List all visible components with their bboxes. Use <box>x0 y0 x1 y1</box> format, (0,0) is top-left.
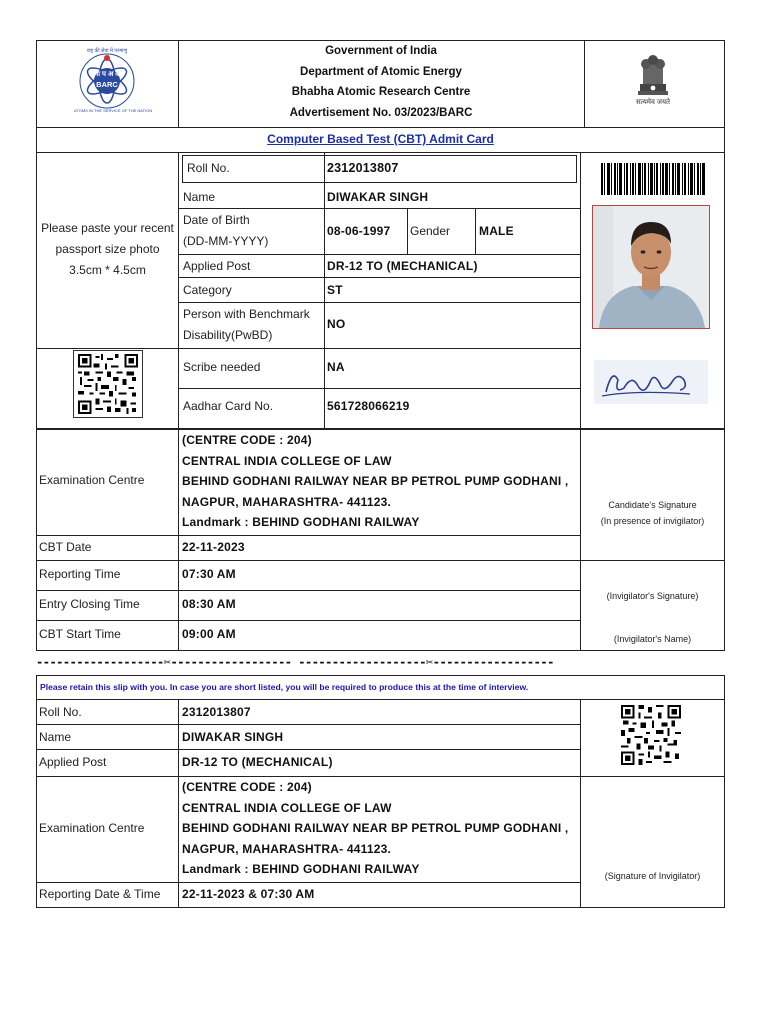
emblem-caption: सत्यमेव जयते <box>635 99 671 106</box>
gender-value-divider <box>475 208 476 254</box>
national-emblem <box>626 50 680 110</box>
row-line-category-bottom <box>178 302 580 303</box>
slip-post-label: Applied Post <box>39 755 107 769</box>
slip-report-value: 22-11-2023 & 07:30 AM <box>182 887 315 901</box>
row-line-dob-bottom <box>178 254 580 255</box>
dob-label-2: (DD-MM-YYYY) <box>183 234 269 248</box>
barc-logo-text: BARC <box>96 80 118 89</box>
slip-centre-address <box>182 777 578 880</box>
barc-logo <box>72 46 153 116</box>
candidate-signature-caption-1: Candidate's Signature <box>608 500 697 510</box>
slip-roll-value: 2312013807 <box>182 705 251 719</box>
exam-centre-label: Examination Centre <box>39 473 145 487</box>
photo-bottom-line <box>36 348 179 349</box>
slip-report-label: Reporting Date & Time <box>39 887 161 901</box>
category-label: Category <box>183 283 232 297</box>
barc-logo-top-arc: राष्ट्र की सेवा में परमाणु <box>86 48 128 54</box>
slip-name-label: Name <box>39 730 72 744</box>
entry-closing-value: 08:30 AM <box>182 597 236 611</box>
slip-centre-line-5: Landmark : BEHIND GODHANI RAILWAY <box>182 862 420 876</box>
name-value: DIWAKAR SINGH <box>327 190 429 204</box>
category-value: ST <box>327 283 343 297</box>
gender-label: Gender <box>410 224 451 238</box>
cbt-start-label: CBT Start Time <box>39 627 121 641</box>
slip-notice-bottom <box>36 699 725 700</box>
roll-no-value: 2312013807 <box>327 161 399 175</box>
label-col-divider <box>324 152 325 428</box>
photo-placeholder-line-3: 3.5cm * 4.5cm <box>69 263 146 277</box>
qr-code <box>73 350 143 418</box>
cbt-date-value: 22-11-2023 <box>182 540 245 554</box>
slip-invigilator-signature-caption: (Signature of Invigilator) <box>604 871 701 881</box>
row-line-name-bottom <box>178 208 580 209</box>
header-line-1: Government of India <box>325 45 437 57</box>
exam-centre-line-2: CENTRAL INDIA COLLEGE OF LAW <box>182 453 392 468</box>
gender-value: MALE <box>479 224 514 238</box>
header-line-2: Department of Atomic Energy <box>300 66 462 78</box>
slip-notice: Please retain this slip with you. In case you are short listed, you will be required to produce this at the time of interview. <box>40 682 529 692</box>
row-line-date-bottom <box>36 560 725 561</box>
slip-label-divider <box>178 699 179 908</box>
row-line-reporting-bottom <box>36 590 581 591</box>
reporting-time-label: Reporting Time <box>39 567 121 581</box>
candidate-signature-caption-2: (In presence of invigilator) <box>600 516 705 526</box>
exam-centre-line-3: BEHIND GODHANI RAILWAY NEAR BP PETROL PUMP GODHANI , <box>182 474 569 488</box>
cbt-start-value: 09:00 AM <box>182 627 236 641</box>
photo-placeholder-line-2: passport size photo <box>55 242 160 256</box>
applied-post-value: DR-12 TO (MECHANICAL) <box>327 259 478 273</box>
slip-roll-label: Roll No. <box>39 705 82 719</box>
slip-centre-line-2: CENTRAL INDIA COLLEGE OF LAW <box>182 800 392 815</box>
reporting-time-value: 07:30 AM <box>182 567 236 581</box>
candidate-signature <box>594 360 708 404</box>
cbt-date-label: CBT Date <box>39 540 92 554</box>
entry-closing-label: Entry Closing Time <box>39 597 140 611</box>
dob-gender-divider <box>407 208 408 254</box>
invigilator-name-caption: (Invigilator's Name) <box>613 634 692 644</box>
exam-centre-line-4: NAGPUR, MAHARASHTRA- 441123. <box>182 494 391 509</box>
photo-placeholder-line-1: Please paste your recent <box>41 221 174 235</box>
exam-centre-line-5: Landmark : BEHIND GODHANI RAILWAY <box>182 515 420 529</box>
photo-col-divider <box>178 152 179 651</box>
slip-centre-line-1: (CENTRE CODE : 204) <box>182 780 312 794</box>
pwbd-label-2: Disability(PwBD) <box>183 328 273 342</box>
invigilator-signature-caption: (Invigilator's Signature) <box>606 591 699 601</box>
slip-centre-line-3: BEHIND GODHANI RAILWAY NEAR BP PETROL PUMP GODHANI , <box>182 821 569 835</box>
dob-value: 08-06-1997 <box>327 224 391 238</box>
dob-label-1: Date of Birth <box>183 213 250 227</box>
slip-row-line-1 <box>36 724 581 725</box>
aadhar-label: Aadhar Card No. <box>183 399 274 413</box>
header-line-3: Bhabha Atomic Research Centre <box>291 86 471 98</box>
barc-logo-bottom-arc: ATOMS IN THE SERVICE OF THE NATION <box>74 108 153 113</box>
pwbd-value: NO <box>327 317 346 331</box>
header-divider-right <box>584 40 585 128</box>
barcode <box>601 163 705 195</box>
roll-row-divider <box>324 155 325 183</box>
cut-line: -------------------✂------------------ -------------------✂------------------ <box>36 655 554 669</box>
slip-row-line-2 <box>36 749 581 750</box>
row-line-scribe-bottom <box>178 388 580 389</box>
pwbd-label-1: Person with Benchmark <box>183 307 310 321</box>
slip-qr-code <box>620 705 684 767</box>
slip-row-line-4 <box>36 882 581 883</box>
applied-post-label: Applied Post <box>183 259 251 273</box>
header-divider-bottom <box>36 127 725 128</box>
name-label: Name <box>183 190 216 204</box>
exam-centre-address <box>182 430 578 533</box>
row-line-centre-bottom <box>36 535 581 536</box>
card-title-row <box>37 129 724 151</box>
row-line-post-bottom <box>178 277 580 278</box>
photo-placeholder <box>37 218 178 281</box>
candidate-photo <box>592 205 710 329</box>
row-line-pwbd-bottom <box>178 348 580 349</box>
right-col-divider <box>580 152 581 651</box>
slip-centre-line-4: NAGPUR, MAHARASHTRA- 441123. <box>182 841 391 856</box>
slip-post-value: DR-12 TO (MECHANICAL) <box>182 755 333 769</box>
scribe-label: Scribe needed <box>183 360 261 374</box>
scribe-value: NA <box>327 360 345 374</box>
row-line-entry-bottom <box>36 620 581 621</box>
card-title-link[interactable]: Computer Based Test (CBT) Admit Card <box>267 132 494 146</box>
aadhar-value: 561728066219 <box>327 399 410 413</box>
barc-logo-hindi: भा प अ कें <box>93 71 121 78</box>
exam-centre-line-1: (CENTRE CODE : 204) <box>182 433 312 447</box>
slip-name-value: DIWAKAR SINGH <box>182 730 284 744</box>
roll-no-label: Roll No. <box>187 161 230 175</box>
header-line-4: Advertisement No. 03/2023/BARC <box>289 107 473 119</box>
slip-centre-label: Examination Centre <box>39 821 145 835</box>
